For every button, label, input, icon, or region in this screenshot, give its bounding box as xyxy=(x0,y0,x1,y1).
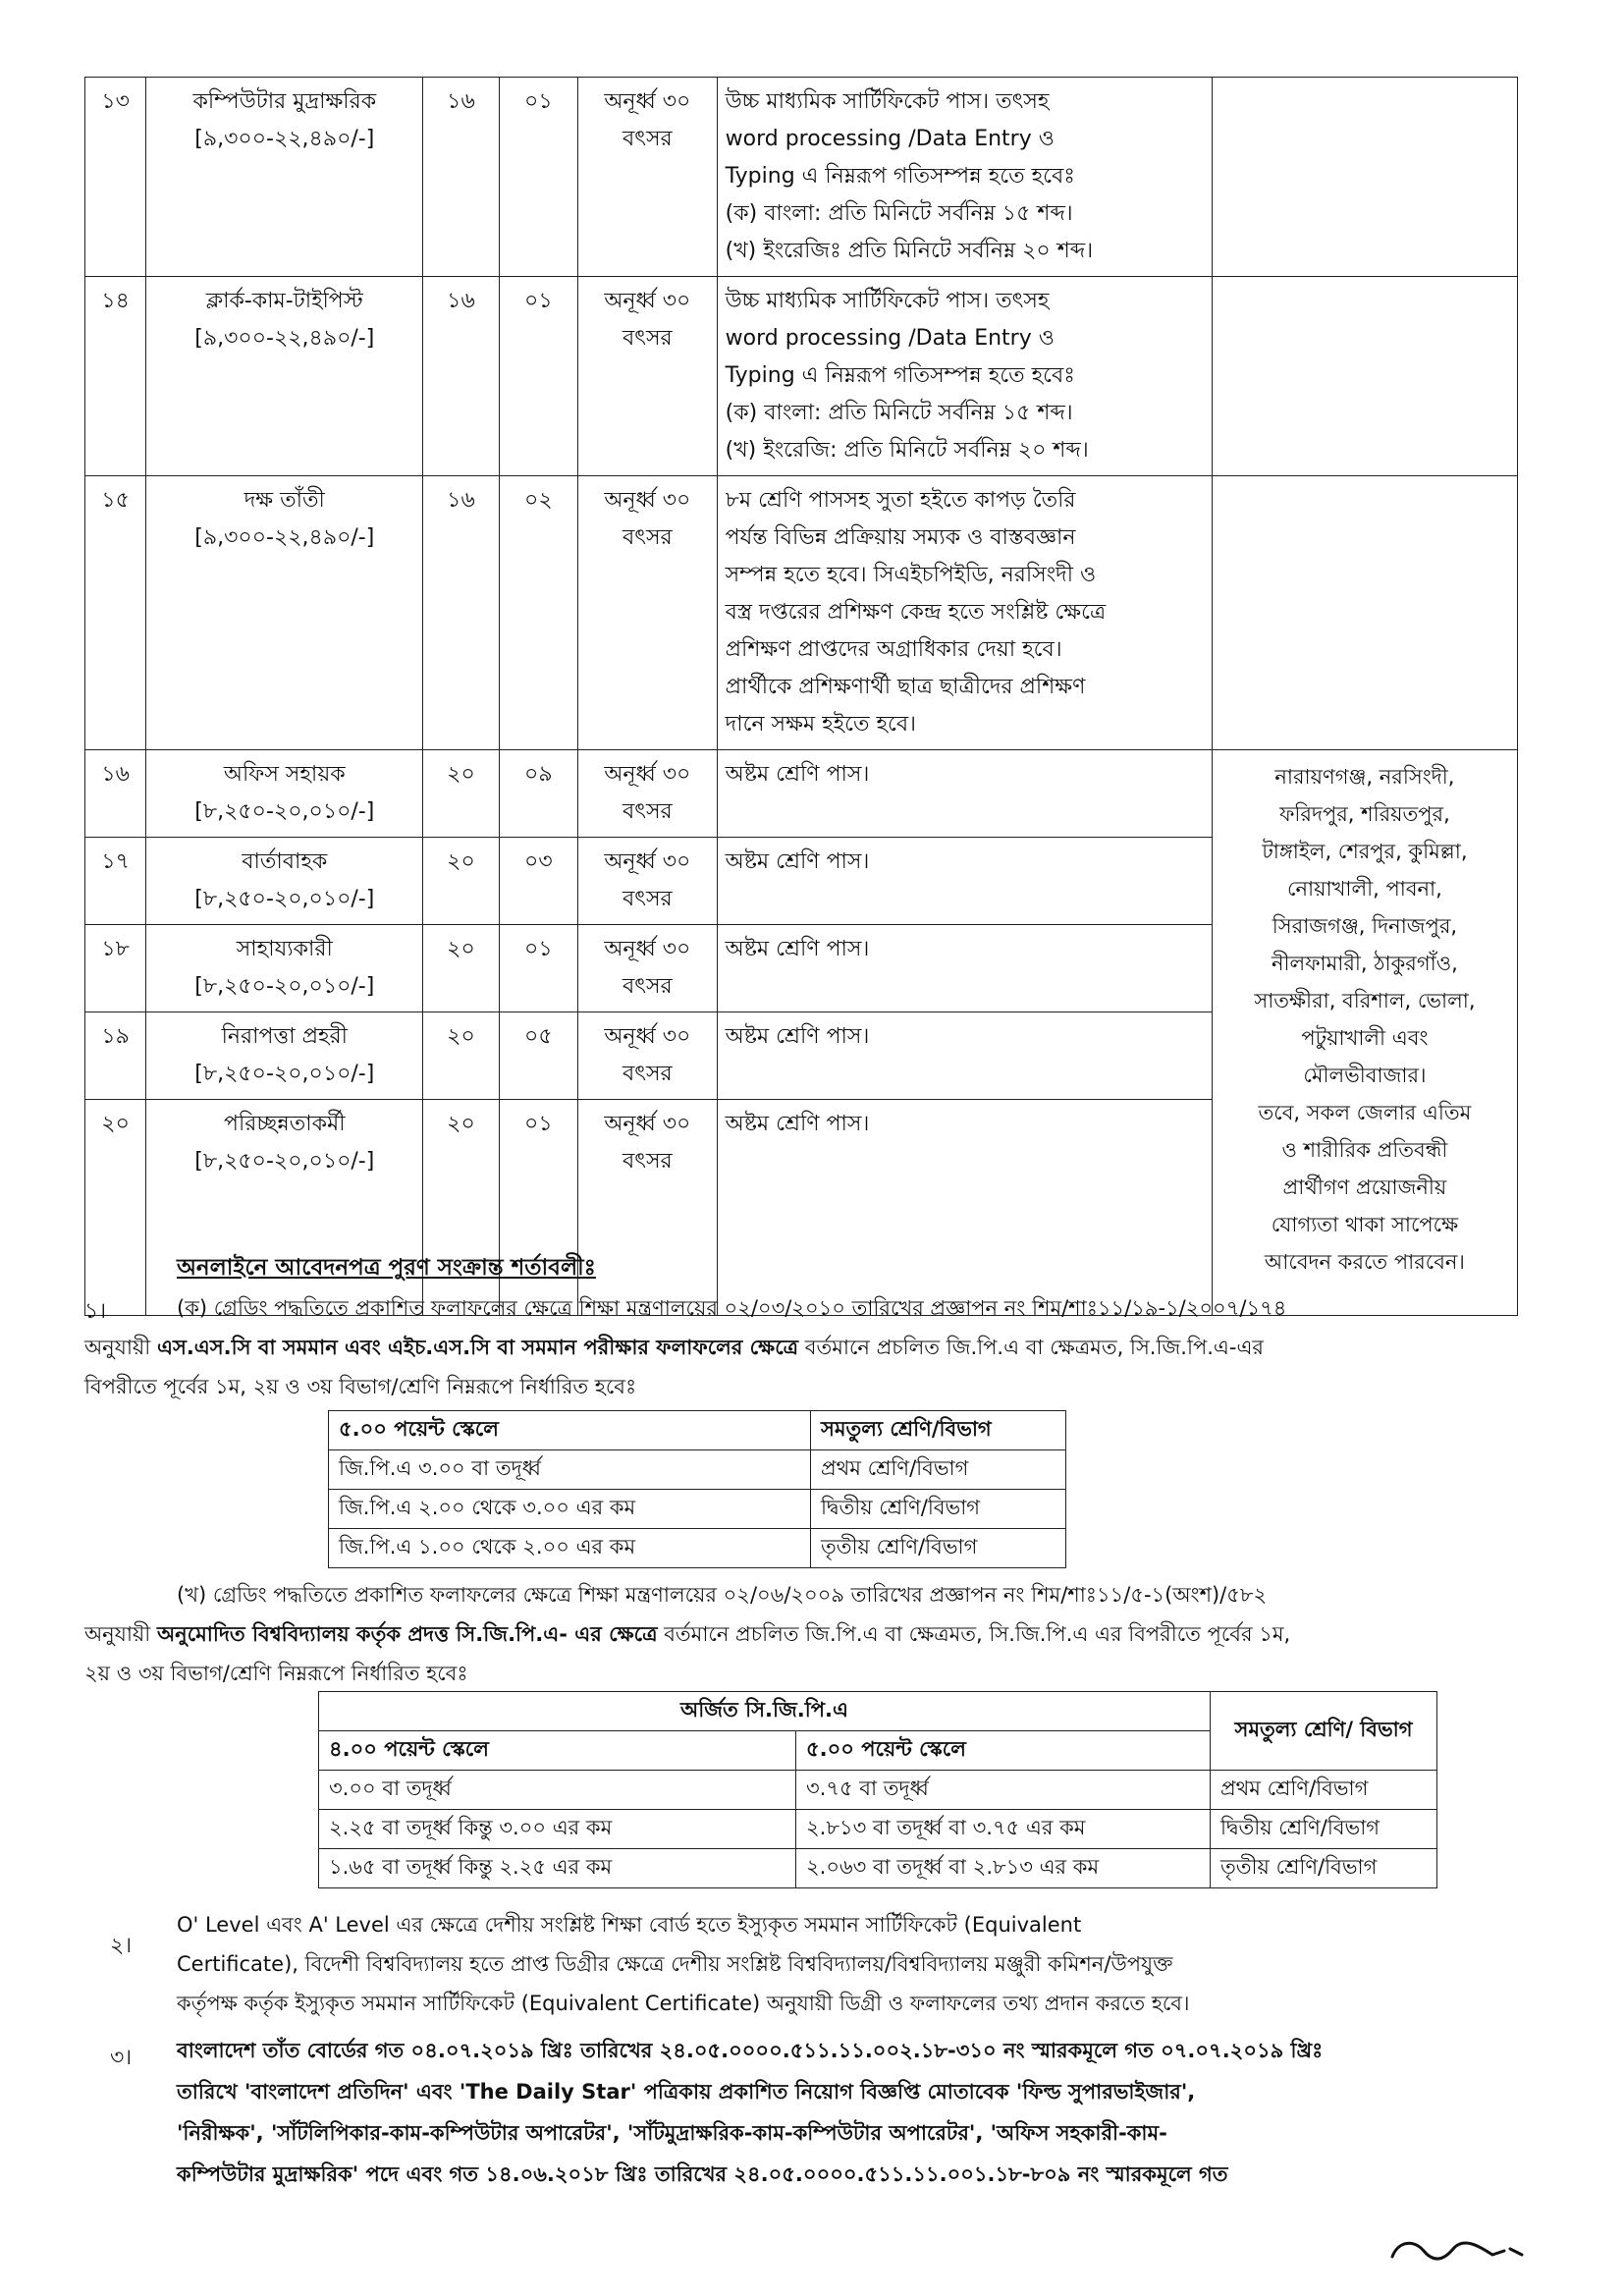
emphasis-text: অনুমোদিত বিশ্ববিদ্যালয় কর্তৃক প্রদত্ত সি.জি.পি.এ- এর ক্ষেত্রে xyxy=(156,1622,658,1646)
age-limit: বৎসর xyxy=(623,326,673,351)
district-line: নারায়ণগঞ্জ, নরসিংদী, xyxy=(1274,765,1455,789)
district-line: সিরাজগঞ্জ, দিনাজপুর, xyxy=(1272,914,1458,938)
qualification-line: (খ) ইংরেজি: প্রতি মিনিটে সর্বনিম্ন ২০ শব্দ। xyxy=(725,438,1089,463)
qualification-line: সম্পন্ন হতে হবে। সিএইচপিইডি, নরসিংদী ও xyxy=(725,563,1097,587)
qualification-line: word processing /Data Entry ও xyxy=(725,326,1055,351)
post-name: বার্তাবাহক xyxy=(242,849,328,874)
qualification-line: word processing /Data Entry ও xyxy=(725,127,1055,151)
text: বর্তমানে প্রচলিত জি.পি.এ বা ক্ষেত্রমত, সি.জি.পি.এ এর বিপরীতে পূর্বের ১ম, xyxy=(664,1622,1291,1646)
gpa-cell: জি.পি.এ ২.০০ থেকে ৩.০০ এর কম xyxy=(329,1490,811,1529)
eligible-districts xyxy=(1220,756,1509,1281)
district-line: ফরিদপুর, শরিয়তপুর, xyxy=(1279,802,1450,826)
age-limit-cell xyxy=(578,1012,718,1100)
district-line: প্রার্থীগণ প্রয়োজনীয় xyxy=(1282,1175,1447,1199)
qualification-cell xyxy=(717,925,1212,1012)
age-limit: অনূর্ধ্ব ৩০ xyxy=(604,289,691,313)
cgpa-cell: ২.৮১৩ বা তদূর্ধ্ব বা ৩.৭৫ এর কম xyxy=(796,1810,1211,1849)
post-name: দক্ষ তাঁতী xyxy=(244,488,325,513)
qualification-cell xyxy=(717,78,1212,277)
post-count: ০১ xyxy=(499,277,577,476)
post-serial: ১৯ xyxy=(85,1012,146,1100)
post-serial: ১৫ xyxy=(85,476,146,750)
qualification-cell xyxy=(717,1012,1212,1100)
text: অনুযায়ী xyxy=(84,1336,151,1359)
post-name-cell xyxy=(146,277,423,476)
post-count: ০১ xyxy=(499,78,577,277)
post-grade: ২০ xyxy=(423,925,499,1012)
qualification-line: (ক) বাংলা: প্রতি মিনিটে সর্বনিম্ন ১৫ শব্দ। xyxy=(725,401,1073,425)
qualification-cell xyxy=(717,476,1212,750)
qualification-line: (খ) ইংরেজিঃ প্রতি মিনিটে সর্বনিম্ন ২০ শব্দ। xyxy=(725,239,1094,263)
condition-2-number: ২। xyxy=(110,1934,133,1958)
district-cell-empty xyxy=(1212,277,1517,476)
posts-table xyxy=(84,77,1518,1316)
condition-2-line3: কর্তৃপক্ষ কর্তৃক ইস্যুকৃত সমমান সার্টিফিকেট (Equivalent Certificate) অনুযায়ী ডিগ্রী ও ফলাফলের তথ্য প্রদান করতে হবে। xyxy=(177,1992,1190,2015)
post-count: ০৯ xyxy=(499,750,577,838)
age-limit: বৎসর xyxy=(623,1062,673,1086)
age-limit: অনূর্ধ্ব ৩০ xyxy=(604,488,691,513)
qualification-line: উচ্চ মাধ্যমিক সার্টিফিকেট পাস। তৎসহ xyxy=(725,89,1050,114)
cgpa-class-header: সমতুল্য শ্রেণি/ বিভাগ xyxy=(1211,1692,1437,1771)
post-serial: ১৪ xyxy=(85,277,146,476)
qualification-line: ৮ম শ্রেণি পাসসহ সুতা হইতে কাপড় তৈরি xyxy=(725,488,1076,513)
district-line: মৌলভীবাজার। xyxy=(1303,1064,1427,1087)
pay-scale: [৮,২৫০-২০,০১০/-] xyxy=(194,974,375,999)
district-line: আবেদন করতে পারবেন। xyxy=(1264,1250,1465,1274)
gpa-cell: জি.পি.এ ৩.০০ বা তদূর্ধ্ব xyxy=(329,1450,811,1490)
qualification-cell xyxy=(717,277,1212,476)
cgpa-cell: ৩.৭৫ বা তদূর্ধ্ব xyxy=(796,1771,1211,1810)
post-count: ০৫ xyxy=(499,1012,577,1100)
post-name-cell xyxy=(146,1012,423,1100)
post-name-cell xyxy=(146,925,423,1012)
age-limit: বৎসর xyxy=(623,974,673,999)
pay-scale: [৮,২৫০-২০,০১০/-] xyxy=(194,887,375,911)
condition-3-line3: 'নিরীক্ষক', 'সাঁটলিপিকার-কাম-কম্পিউটার অপারেটর', 'সাঁটমুদ্রাক্ষরিক-কাম-কম্পিউটার অপারেটর', 'অফিস সহকারী-কাম- xyxy=(177,2121,1167,2145)
gpa-cell: দ্বিতীয় শ্রেণি/বিভাগ xyxy=(811,1490,1066,1529)
cgpa-subheader-4: ৪.০০ পয়েন্ট স্কেলে xyxy=(319,1731,796,1771)
age-limit-cell xyxy=(578,838,718,925)
post-grade: ২০ xyxy=(423,838,499,925)
cgpa-cell: ১.৬৫ বা তদূর্ধ্ব কিন্তু ২.২৫ এর কম xyxy=(319,1849,796,1888)
eligible-districts-cell xyxy=(1212,750,1517,1316)
age-limit-cell xyxy=(578,1100,718,1316)
pay-scale: [৮,২৫০-২০,০১০/-] xyxy=(194,799,375,824)
post-grade: ২০ xyxy=(423,1012,499,1100)
age-limit: বৎসর xyxy=(623,1149,673,1174)
text: অনুযায়ী xyxy=(84,1622,151,1646)
post-grade: ১৬ xyxy=(423,78,499,277)
cgpa-cell: তৃতীয় শ্রেণি/বিভাগ xyxy=(1211,1849,1437,1888)
age-limit-cell xyxy=(578,750,718,838)
post-name-cell xyxy=(146,750,423,838)
qualification-line: অষ্টম শ্রেণি পাস। xyxy=(725,1024,870,1049)
district-line: টাঙ্গাইল, শেরপুর, কুমিল্লা, xyxy=(1262,840,1468,863)
qualification-line: পর্যন্ত বিভিন্ন প্রক্রিয়ায় সম্যক ও বাস্তবজ্ঞান xyxy=(725,525,1076,550)
post-name: পরিচ্ছন্নতাকর্মী xyxy=(224,1112,346,1136)
district-cell-empty xyxy=(1212,476,1517,750)
post-name-cell xyxy=(146,838,423,925)
post-serial: ১৬ xyxy=(85,750,146,838)
post-count: ০৩ xyxy=(499,838,577,925)
cgpa-cell: প্রথম শ্রেণি/বিভাগ xyxy=(1211,1771,1437,1810)
cgpa-group-header: অর্জিত সি.জি.পি.এ xyxy=(319,1692,1211,1731)
cgpa-equivalence-table xyxy=(318,1691,1437,1888)
age-limit: বৎসর xyxy=(623,525,673,550)
gpa-cell: জি.পি.এ ১.০০ থেকে ২.০০ এর কম xyxy=(329,1529,811,1568)
district-cell-empty xyxy=(1212,78,1517,277)
qualification-cell xyxy=(717,838,1212,925)
emphasis-text: এস.এস.সি বা সমমান এবং এইচ.এস.সি বা সমমান পরীক্ষার ফলাফলের ক্ষেত্রে xyxy=(156,1336,799,1359)
condition-1-number: ১। xyxy=(84,1299,107,1324)
condition-1b-line3: ২য় ও ৩য় বিভাগ/শ্রেণি নিম্নরূপে নির্ধারিত হবেঃ xyxy=(84,1662,468,1685)
qualification-line: Typing এ নিম্নরূপ গতিসম্পন্ন হতে হবেঃ xyxy=(725,363,1075,388)
age-limit-cell xyxy=(578,476,718,750)
condition-3-line1: বাংলাদেশ তাঁত বোর্ডের গত ০৪.০৭.২০১৯ খ্রিঃ তারিখের ২৪.০৫.০০০০.৫১১.১১.০০২.১৮-৩১০ নং স্মারকমূলে গত ০৭.০৭.২০১৯ খ্রিঃ xyxy=(177,2039,1324,2062)
post-row xyxy=(85,78,1518,277)
post-grade: ১৬ xyxy=(423,476,499,750)
age-limit-cell xyxy=(578,277,718,476)
age-limit-cell xyxy=(578,78,718,277)
qualification-line: দানে সক্ষম হইতে হবে। xyxy=(725,712,916,737)
gpa-header-scale: ৫.০০ পয়েন্ট স্কেলে xyxy=(329,1411,811,1450)
gpa-cell: প্রথম শ্রেণি/বিভাগ xyxy=(811,1450,1066,1490)
condition-3-line2: তারিখে 'বাংলাদেশ প্রতিদিন' এবং 'The Daily Star' পত্রিকায় প্রকাশিত নিয়োগ বিজ্ঞপ্তি মোতাবেক 'ফিল্ড সুপারভাইজার', xyxy=(177,2080,1196,2104)
qualification-line: প্রার্থীকে প্রশিক্ষণার্থী ছাত্র ছাত্রীদের প্রশিক্ষণ xyxy=(725,675,1086,699)
age-limit: অনূর্ধ্ব ৩০ xyxy=(604,1112,691,1136)
cgpa-cell: ২.০৬৩ বা তদূর্ধ্ব বা ২.৮১৩ এর কম xyxy=(796,1849,1211,1888)
post-name-cell xyxy=(146,476,423,750)
pay-scale: [৯,৩০০-২২,৪৯০/-] xyxy=(194,127,375,151)
post-count: ০২ xyxy=(499,476,577,750)
qualification-cell xyxy=(717,750,1212,838)
pay-scale: [৯,৩০০-২২,৪৯০/-] xyxy=(194,326,375,351)
post-row xyxy=(85,750,1518,838)
post-count: ০১ xyxy=(499,925,577,1012)
age-limit: অনূর্ধ্ব ৩০ xyxy=(604,1024,691,1049)
gpa-equivalence-table xyxy=(328,1410,1066,1568)
condition-2-line1: O' Level এবং A' Level এর ক্ষেত্রে দেশীয় সংশ্লিষ্ট শিক্ষা বোর্ড হতে ইস্যুকৃত সমমান সার্টিফিকেট (Equivalent xyxy=(177,1913,1082,1937)
age-limit: অনূর্ধ্ব ৩০ xyxy=(604,937,691,961)
qualification-line: অষ্টম শ্রেণি পাস। xyxy=(725,1112,870,1136)
condition-3-line4: কম্পিউটার মুদ্রাক্ষরিক' পদে এবং গত ১৪.০৬.২০১৮ খ্রিঃ তারিখের ২৪.০৫.০০০০.৫১১.১১.০০১.১৮-৮০৯ নং স্মারকমূলে গত xyxy=(177,2162,1228,2186)
condition-1a-line1: (ক) গ্রেডিং পদ্ধতিতে প্রকাশিত ফলাফলের ক্ষেত্রে শিক্ষা মন্ত্রণালয়ের ০২/০৩/২০১০ তারিখের প্রজ্ঞাপন নং শিম/শাঃ১১/১৯-১/২০০৭/১৭৪ xyxy=(177,1296,1287,1320)
qualification-line: Typing এ নিম্নরূপ গতিসম্পন্ন হতে হবেঃ xyxy=(725,164,1075,189)
age-limit: অনূর্ধ্ব ৩০ xyxy=(604,849,691,874)
age-limit: অনূর্ধ্ব ৩০ xyxy=(604,89,691,114)
qualification-cell xyxy=(717,1100,1212,1316)
district-line: ও শারীরিক প্রতিবন্ধী xyxy=(1281,1138,1448,1162)
post-grade: ১৬ xyxy=(423,277,499,476)
post-row xyxy=(85,476,1518,750)
post-serial: ১৩ xyxy=(85,78,146,277)
district-line: সাতক্ষীরা, বরিশাল, ভোলা, xyxy=(1254,989,1476,1012)
post-serial: ১৮ xyxy=(85,925,146,1012)
cgpa-subheader-5: ৫.০০ পয়েন্ট স্কেলে xyxy=(796,1731,1211,1771)
qualification-line: অষ্টম শ্রেণি পাস। xyxy=(725,937,870,961)
age-limit: বৎসর xyxy=(623,887,673,911)
post-row xyxy=(85,277,1518,476)
age-limit: বৎসর xyxy=(623,127,673,151)
age-limit-cell xyxy=(578,925,718,1012)
pay-scale: [৮,২৫০-২০,০১০/-] xyxy=(194,1062,375,1086)
text: বর্তমানে প্রচলিত জি.পি.এ বা ক্ষেত্রমত, সি.জি.পি.এ-এর xyxy=(804,1336,1264,1359)
condition-3-number: ৩। xyxy=(110,2046,133,2070)
age-limit: বৎসর xyxy=(623,799,673,824)
gpa-header-class: সমতুল্য শ্রেণি/বিভাগ xyxy=(811,1411,1066,1450)
pay-scale: [৯,৩০০-২২,৪৯০/-] xyxy=(194,525,375,550)
condition-2-line2: Certificate), বিদেশী বিশ্ববিদ্যালয় হতে প্রাপ্ত ডিগ্রীর ক্ষেত্রে দেশীয় সংশ্লিষ্ট বিশ্ববিদ্যালয়/বিশ্ববিদ্যালয় মঞ্জুরী কমিশন/উপযুক্ত xyxy=(177,1952,1173,1976)
district-line: নোয়াখালী, পাবনা, xyxy=(1287,877,1442,901)
cgpa-cell: ২.২৫ বা তদূর্ধ্ব কিন্তু ৩.০০ এর কম xyxy=(319,1810,796,1849)
post-name: নিরাপত্তা প্রহরী xyxy=(221,1024,348,1049)
qualification-line: বস্ত্র দপ্তরের প্রশিক্ষণ কেন্দ্র হতে সংশ্লিষ্ট ক্ষেত্রে xyxy=(725,600,1107,625)
district-line: পটুয়াখালী এবং xyxy=(1301,1026,1429,1050)
pay-scale: [৮,২৫০-২০,০১০/-] xyxy=(194,1149,375,1174)
district-line: যোগ্যতা থাকা সাপেক্ষে xyxy=(1271,1213,1459,1236)
post-serial: ২০ xyxy=(85,1100,146,1316)
post-count: ০১ xyxy=(499,1100,577,1316)
post-name: অফিস সহায়ক xyxy=(223,762,346,787)
qualification-line: উচ্চ মাধ্যমিক সার্টিফিকেট পাস। তৎসহ xyxy=(725,289,1050,313)
qualification-line: প্রশিক্ষণ প্রাপ্তদের অগ্রাধিকার দেয়া হবে। xyxy=(725,637,1062,662)
condition-1a-line2 xyxy=(84,1328,1538,1367)
qualification-line: অষ্টম শ্রেণি পাস। xyxy=(725,762,870,787)
post-name-cell xyxy=(146,78,423,277)
conditions-heading: অনলাইনে আবেদনপত্র পুরণ সংক্রান্ত শর্তাবলীঃ xyxy=(177,1255,596,1281)
qualification-line: (ক) বাংলা: প্রতি মিনিটে সর্বনিম্ন ১৫ শব্দ। xyxy=(725,201,1073,226)
post-grade: ২০ xyxy=(423,750,499,838)
condition-1b-line1: (খ) গ্রেডিং পদ্ধতিতে প্রকাশিত ফলাফলের ক্ষেত্রে শিক্ষা মন্ত্রণালয়ের ০২/০৬/২০০৯ তারিখের প্রজ্ঞাপন নং শিম/শাঃ১১/৫-১(অংশ)/৫৮২ xyxy=(177,1583,1268,1607)
gpa-cell: তৃতীয় শ্রেণি/বিভাগ xyxy=(811,1529,1066,1568)
post-name: কম্পিউটার মুদ্রাক্ষরিক xyxy=(192,89,377,114)
signature-mark xyxy=(1384,2231,1532,2270)
condition-1b-line2 xyxy=(84,1614,1538,1654)
cgpa-cell: দ্বিতীয় শ্রেণি/বিভাগ xyxy=(1211,1810,1437,1849)
condition-1a-line3: বিপরীতে পূর্বের ১ম, ২য় ও ৩য় বিভাগ/শ্রেণি নিম্নরূপে নির্ধারিত হবেঃ xyxy=(84,1375,637,1398)
qualification-line: অষ্টম শ্রেণি পাস। xyxy=(725,849,870,874)
post-name: সাহায্যকারী xyxy=(236,937,333,961)
post-grade: ২০ xyxy=(423,1100,499,1316)
post-name: ক্লার্ক-কাম-টাইপিস্ট xyxy=(205,289,363,313)
cgpa-cell: ৩.০০ বা তদূর্ধ্ব xyxy=(319,1771,796,1810)
post-serial: ১৭ xyxy=(85,838,146,925)
district-line: নীলফামারী, ঠাকুরগাঁও, xyxy=(1272,952,1458,975)
district-line: তবে, সকল জেলার এতিম xyxy=(1258,1101,1472,1124)
age-limit: অনূর্ধ্ব ৩০ xyxy=(604,762,691,787)
